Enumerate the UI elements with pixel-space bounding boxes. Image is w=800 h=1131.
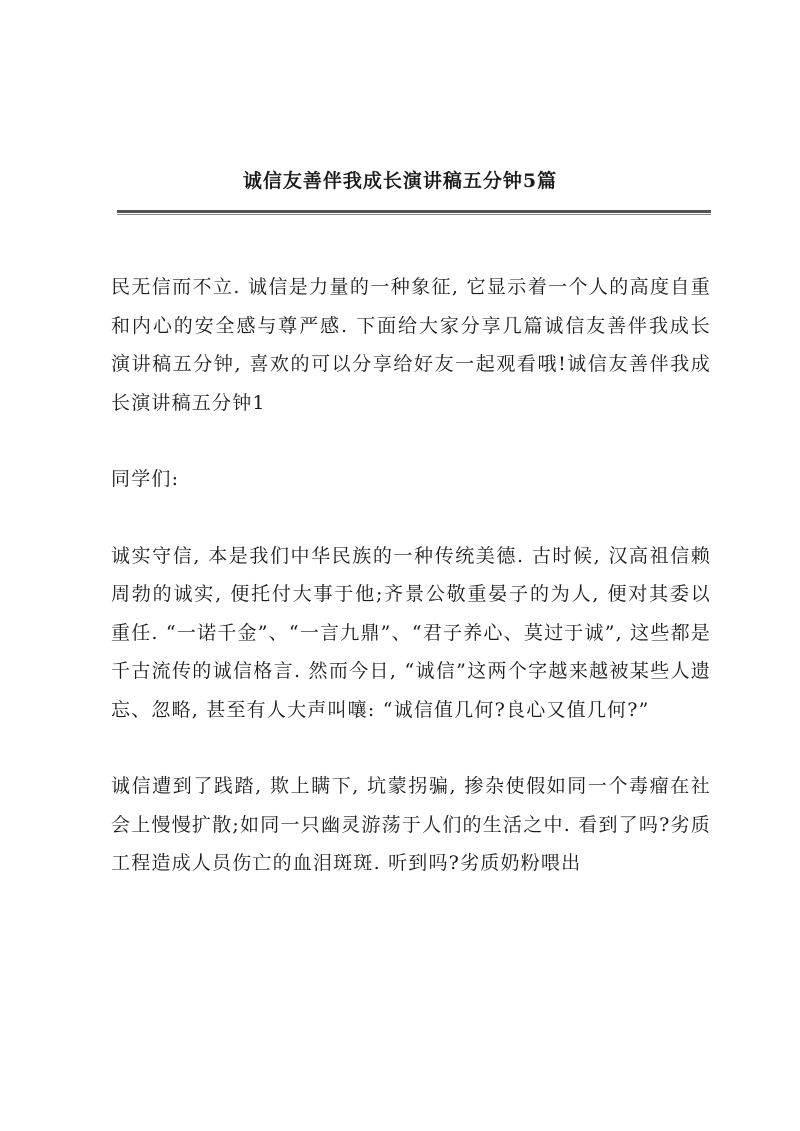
page-title: 诚信友善伴我成长演讲稿五分钟5篇 bbox=[242, 170, 558, 192]
title-divider bbox=[117, 210, 711, 213]
paragraph-intro: 民无信而不立. 诚信是力量的一种象征, 它显示着一个人的高度自重和内心的安全感与尊严感. 下面给大家分享几篇诚信友善伴我成长演讲稿五分钟, 喜欢的可以分享给好友一起观看哦!诚信友善伴我成长演讲稿五分钟1 bbox=[111, 276, 711, 414]
paragraph-greeting: 同学们: bbox=[111, 468, 180, 490]
paragraph-honesty-trampled: 诚信遭到了践踏, 欺上瞒下, 坑蒙拐骗, 掺杂使假如同一个毒瘤在社会上慢慢扩散;如同一只幽灵游荡于人们的生活之中. 看到了吗?劣质工程造成人员伤亡的血泪斑斑. 听到吗?劣质奶粉喂出 bbox=[111, 775, 711, 874]
document-body bbox=[111, 268, 711, 883]
paragraph-honesty-tradition: 诚实守信, 本是我们中华民族的一种传统美德. 古时候, 汉高祖信赖周勃的诚实, 便托付大事于他;齐景公敬重晏子的为人, 便对其委以重任. “一诺千金”、“一言九鼎”、“君子养心、莫过于诚”, 这些都是千古流传的诚信格言. 然而今日, “诚信”这两个字越来越被某些人遗忘、忽略, 甚至有人大声叫嚷: “诚信值几何?良心又值几何?” bbox=[111, 544, 711, 721]
